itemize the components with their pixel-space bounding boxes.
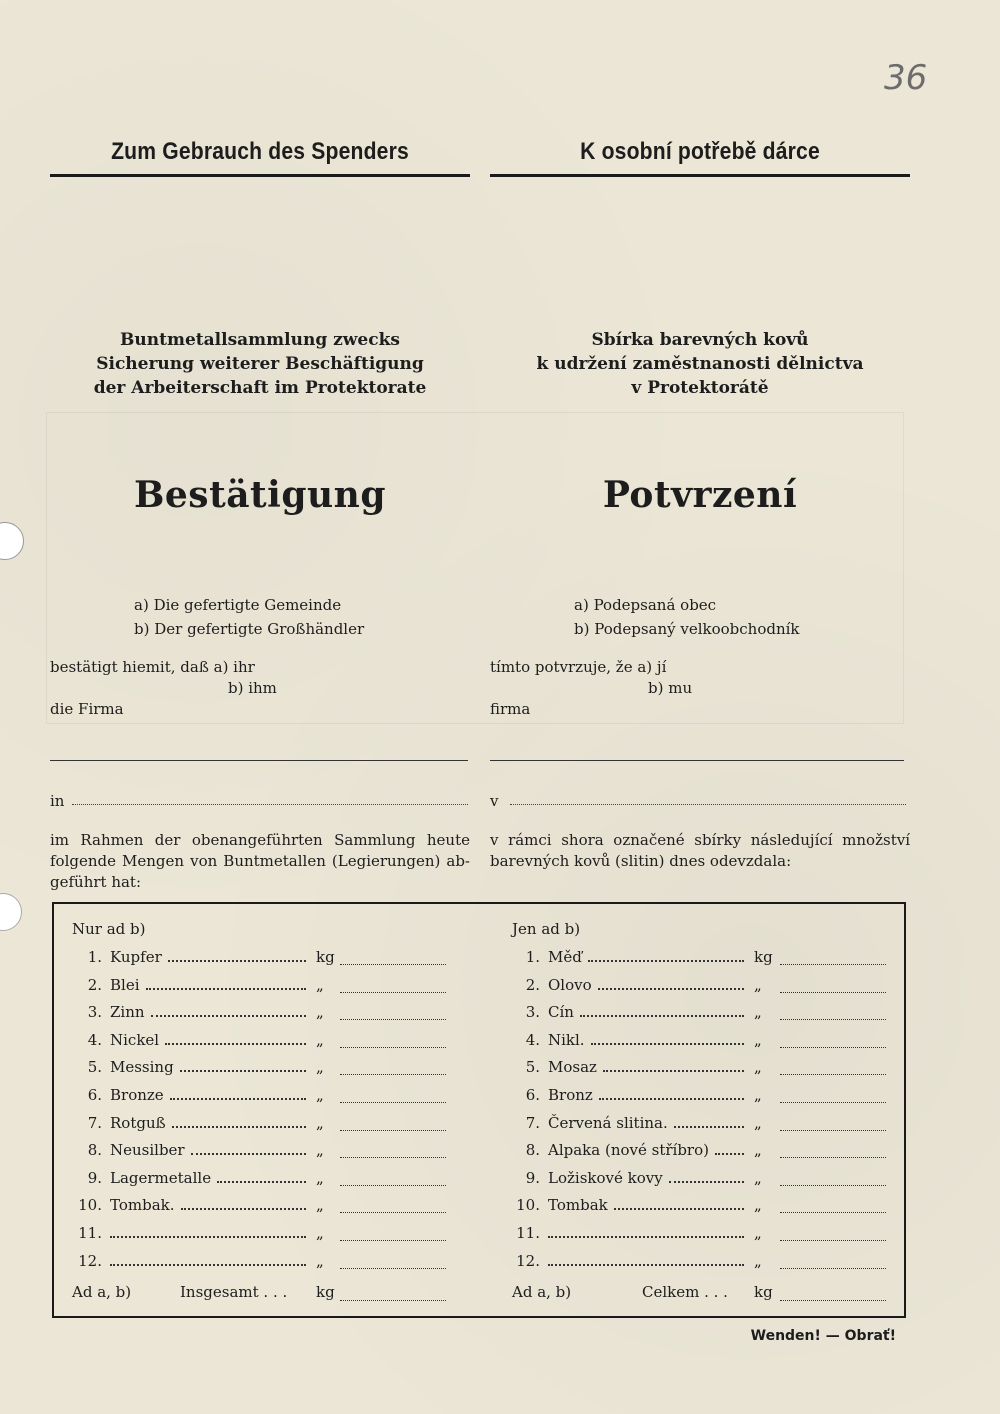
quantity-field[interactable]	[780, 1130, 886, 1131]
metal-name: Mosaz	[548, 1058, 597, 1077]
unit-label: „	[754, 1058, 762, 1077]
table-row	[508, 1003, 888, 1023]
leader-dots	[180, 1070, 306, 1072]
table-row	[508, 1086, 888, 1106]
row-number: 10.	[516, 1196, 540, 1215]
row-number: 9.	[87, 1168, 102, 1187]
row-number: 2.	[525, 975, 540, 994]
quantity-field[interactable]	[340, 1047, 446, 1048]
unit-label: „	[316, 1086, 324, 1104]
location-line-right[interactable]	[510, 804, 906, 805]
metal-name: Bronz	[548, 1086, 593, 1104]
metal-name: Alpaka (nové stříbro)	[548, 1141, 709, 1160]
total-unit-right: kg	[754, 1283, 773, 1301]
in-label-right: v	[490, 792, 499, 810]
quantity-field[interactable]	[780, 1240, 886, 1241]
leader-dots	[598, 988, 744, 990]
row-number: 4.	[87, 1030, 102, 1049]
unit-label: „	[754, 1141, 762, 1160]
footer-turn-over: Wenden! — Obrať!	[750, 1328, 896, 1344]
metal-name: Rotguß	[110, 1113, 166, 1132]
option-b-left: b) Der gefertigte Großhändler	[134, 620, 365, 638]
option-b-right: b) Podepsaný velkoobchodník	[574, 620, 800, 638]
header-rule-right	[490, 174, 910, 177]
confirm-right-b: b) mu	[648, 679, 693, 697]
quantity-field[interactable]	[340, 1268, 446, 1269]
total-field-right[interactable]	[780, 1300, 886, 1301]
quantity-field[interactable]	[780, 1047, 886, 1048]
row-number: 11.	[78, 1224, 102, 1242]
leader-dots	[146, 988, 307, 990]
table-row	[70, 1114, 450, 1134]
quantity-field[interactable]	[340, 992, 446, 993]
row-number: 10.	[78, 1196, 102, 1215]
row-number: 7.	[525, 1113, 540, 1132]
unit-label: kg	[754, 948, 773, 966]
quantity-field[interactable]	[340, 1240, 446, 1241]
metal-name: Olovo	[548, 975, 592, 994]
unit-label: „	[316, 975, 324, 994]
leader-dots	[191, 1153, 306, 1155]
table-row	[508, 1196, 888, 1216]
unit-label: „	[754, 1113, 762, 1132]
row-number: 5.	[525, 1058, 540, 1077]
quantity-field[interactable]	[780, 1102, 886, 1103]
leader-dots	[715, 1153, 744, 1155]
option-a-left: a) Die gefertigte Gemeinde	[134, 596, 342, 614]
row-number: 3.	[525, 1003, 540, 1022]
row-number: 7.	[87, 1113, 102, 1132]
metal-name: Kupfer	[110, 948, 162, 966]
total-field-left[interactable]	[340, 1300, 446, 1301]
table-row	[70, 1141, 450, 1161]
unit-label: „	[316, 1003, 324, 1022]
metal-name: Bronze	[110, 1086, 164, 1104]
quantity-field[interactable]	[340, 1157, 446, 1158]
title-left: Buntmetallsammlung zwecks Sicherung weiterer Beschäftigung der Arbeiterschaft im Protektorate	[93, 330, 427, 398]
total-label-left: Insgesamt . . .	[180, 1283, 288, 1301]
unit-label: „	[754, 1168, 762, 1187]
table-row	[70, 1196, 450, 1216]
table-row	[508, 1031, 888, 1051]
row-number: 1.	[525, 948, 540, 966]
doc-title-right: Potvrzení	[602, 474, 798, 516]
leader-dots	[591, 1043, 744, 1045]
unit-label: „	[754, 1003, 762, 1022]
total-prefix-right: Ad a, b)	[512, 1283, 572, 1301]
table-row	[508, 1224, 888, 1244]
table-row	[70, 1058, 450, 1078]
leader-dots	[588, 960, 744, 962]
unit-label: „	[316, 1224, 324, 1242]
table-row	[508, 1169, 888, 1189]
page-number: 36	[884, 58, 928, 98]
table-header-left: Nur ad b)	[72, 920, 146, 938]
metal-name: Měď	[548, 948, 582, 966]
metal-name: Zinn	[110, 1003, 145, 1022]
metal-name: Červená slitina.	[548, 1113, 668, 1132]
metal-name: Nickel	[110, 1030, 160, 1049]
doc-title-left: Bestätigung	[133, 474, 387, 516]
unit-label: „	[316, 1141, 324, 1160]
row-number: 8.	[87, 1141, 102, 1160]
table-row	[70, 976, 450, 996]
total-unit-left: kg	[316, 1283, 335, 1301]
unit-label: „	[754, 1251, 762, 1270]
row-number: 6.	[525, 1086, 540, 1104]
leader-dots	[548, 1236, 744, 1238]
firm-line-right[interactable]	[490, 760, 904, 761]
metal-name: Blei	[110, 975, 140, 994]
leader-dots	[669, 1181, 744, 1183]
unit-label: „	[316, 1113, 324, 1132]
leader-dots	[151, 1015, 306, 1017]
total-label-right: Celkem . . .	[642, 1283, 728, 1301]
table-row	[508, 1058, 888, 1078]
metal-name: Nikl.	[548, 1030, 585, 1049]
unit-label: „	[754, 1030, 762, 1049]
table-row	[70, 1086, 450, 1106]
table-row	[70, 1003, 450, 1023]
table-row	[70, 1224, 450, 1244]
row-number: 5.	[87, 1058, 102, 1077]
leader-dots	[110, 1236, 306, 1238]
confirm-left-b: b) ihm	[228, 679, 277, 697]
leader-dots	[217, 1181, 306, 1183]
option-a-right: a) Podepsaná obec	[574, 596, 717, 614]
row-number: 12.	[516, 1251, 540, 1270]
leader-dots	[614, 1208, 744, 1210]
unit-label: „	[316, 1030, 324, 1049]
metal-name: Tombak.	[110, 1196, 175, 1215]
leader-dots	[168, 960, 306, 962]
quantity-field[interactable]	[340, 1130, 446, 1131]
row-number: 3.	[87, 1003, 102, 1022]
unit-label: „	[316, 1196, 324, 1215]
quantity-field[interactable]	[780, 964, 886, 965]
location-line-left[interactable]	[72, 804, 468, 805]
header-left: Zum Gebrauch des Spenders	[111, 138, 409, 165]
unit-label: „	[316, 1251, 324, 1270]
quantity-field[interactable]	[780, 1157, 886, 1158]
unit-label: „	[754, 975, 762, 994]
table-row	[70, 1169, 450, 1189]
row-number: 6.	[87, 1086, 102, 1104]
quantity-field[interactable]	[780, 1212, 886, 1213]
table-row	[70, 1252, 450, 1272]
table-row	[508, 1141, 888, 1161]
table-row	[508, 976, 888, 996]
metal-name: Ložiskové kovy	[548, 1168, 663, 1187]
table-row	[508, 948, 888, 968]
leader-dots	[580, 1015, 744, 1017]
quantity-field[interactable]	[340, 1185, 446, 1186]
unit-label: „	[316, 1168, 324, 1187]
unit-label: „	[754, 1196, 762, 1215]
quantity-field[interactable]	[780, 992, 886, 993]
row-number: 12.	[78, 1251, 102, 1270]
metal-name: Lagermetalle	[110, 1168, 212, 1187]
row-number: 9.	[525, 1168, 540, 1187]
total-prefix-left: Ad a, b)	[72, 1283, 132, 1301]
leader-dots	[548, 1264, 744, 1266]
row-number: 4.	[525, 1030, 540, 1049]
firm-label-right: firma	[490, 700, 531, 718]
unit-label: „	[316, 1058, 324, 1077]
header-right: K osobní potřebě dárce	[580, 138, 820, 165]
quantity-field[interactable]	[340, 1019, 446, 1020]
faint-stamp-area	[46, 412, 904, 724]
row-number: 11.	[516, 1224, 540, 1242]
unit-label: „	[754, 1086, 762, 1104]
leader-dots	[599, 1098, 744, 1100]
quantity-field[interactable]	[780, 1268, 886, 1269]
quantity-field[interactable]	[340, 964, 446, 965]
firm-line-left[interactable]	[50, 760, 468, 761]
metal-name: Tombak	[548, 1196, 608, 1215]
leader-dots	[165, 1043, 306, 1045]
leader-dots	[170, 1098, 306, 1100]
confirm-right: tímto potvrzuje, že a) jí	[490, 658, 667, 676]
row-number: 1.	[87, 948, 102, 966]
quantity-field[interactable]	[340, 1074, 446, 1075]
statement-right: v rámci shora označené sbírky následující množství barevných kovů (slitin) dnes odevzdala:	[490, 831, 910, 870]
unit-label: „	[754, 1224, 762, 1242]
leader-dots	[603, 1070, 744, 1072]
header-rule-left	[50, 174, 470, 177]
unit-label: kg	[316, 948, 335, 966]
quantity-field[interactable]	[340, 1212, 446, 1213]
quantity-field[interactable]	[780, 1074, 886, 1075]
table-row	[508, 1252, 888, 1272]
firm-label-left: die Firma	[50, 700, 124, 718]
quantity-field[interactable]	[780, 1185, 886, 1186]
title-right: Sbírka barevných kovů k udržení zaměstnanosti dělnictva v Protektorátě	[536, 330, 864, 398]
quantity-field[interactable]	[780, 1019, 886, 1020]
row-number: 8.	[525, 1141, 540, 1160]
metal-name: Messing	[110, 1058, 174, 1077]
statement-left: im Rahmen der obenangeführten Sammlung heute folgende Mengen von Buntmetallen (Legierungen) ab- geführt hat:	[50, 831, 470, 891]
row-number: 2.	[87, 975, 102, 994]
table-header-right: Jen ad b)	[512, 920, 581, 938]
confirm-left: bestätigt hiemit, daß a) ihr	[50, 658, 255, 676]
leader-dots	[110, 1264, 306, 1266]
metal-name: Neusilber	[110, 1141, 185, 1160]
leader-dots	[181, 1208, 307, 1210]
punch-hole	[0, 893, 22, 931]
leader-dots	[172, 1126, 306, 1128]
table-row	[70, 1031, 450, 1051]
leader-dots	[674, 1126, 744, 1128]
quantity-field[interactable]	[340, 1102, 446, 1103]
table-row	[508, 1114, 888, 1134]
metal-name: Cín	[548, 1003, 574, 1022]
in-label-left: in	[50, 792, 65, 810]
punch-hole	[0, 522, 24, 560]
table-row	[70, 948, 450, 968]
